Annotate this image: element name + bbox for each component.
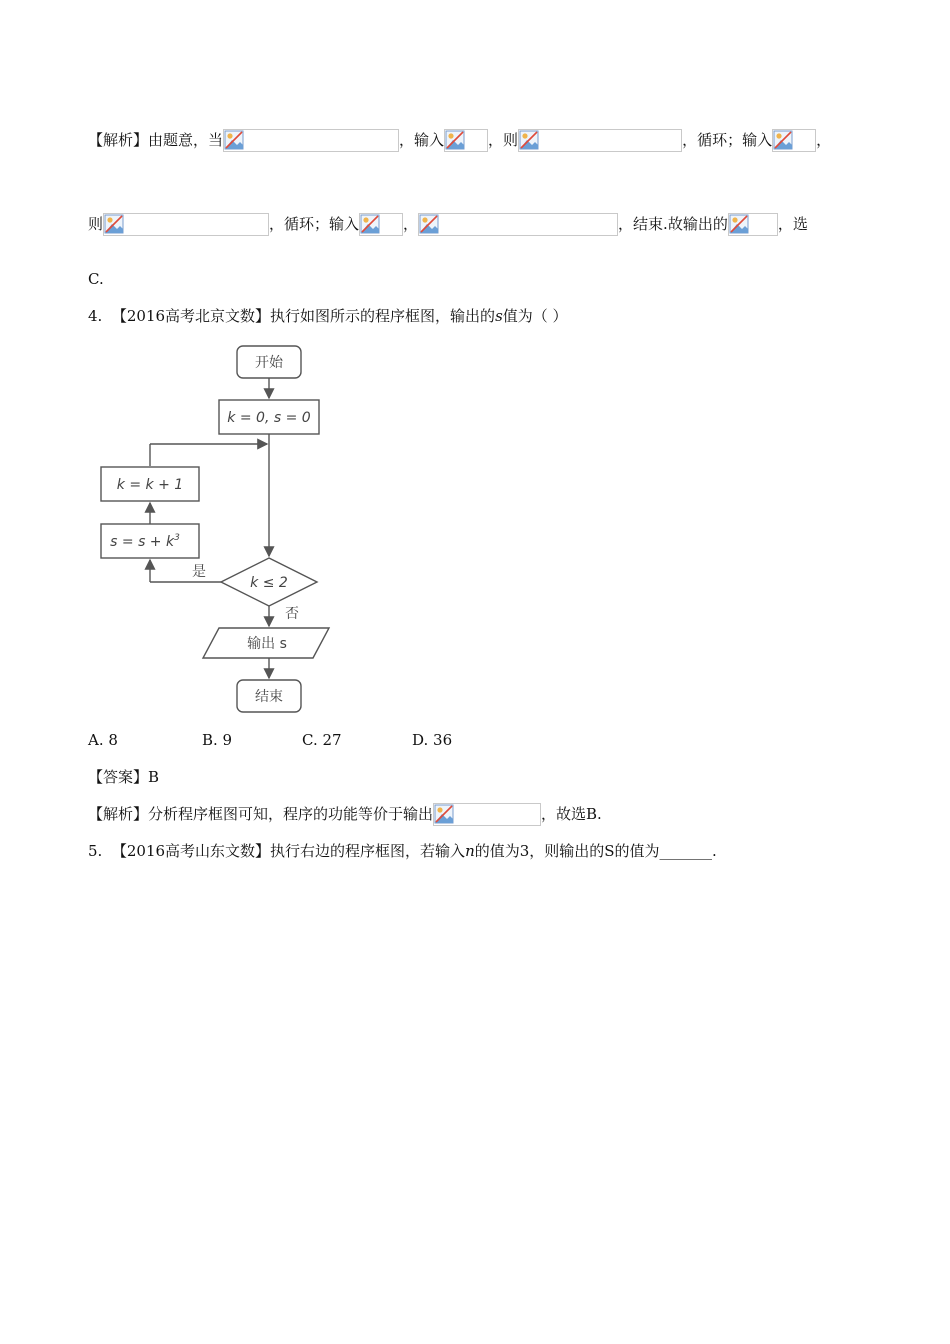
text-segment: ，循环；输入 [682,131,773,149]
text-segment: ，选 [777,215,808,233]
answer-label: 【答案】 [88,768,149,786]
text-segment: ，故选B. [541,805,602,823]
analysis-label: 【解析】 [88,131,149,149]
option-c: C. 27 [302,731,342,749]
formula-image [444,129,488,152]
text-segment: 的值为3，则输出的S的值为_______. [474,842,717,860]
text-segment: 则 [88,215,104,233]
init-label: k = 0, s = 0 [227,410,311,426]
formula-image [223,129,399,152]
text-segment: 执行右边的程序框图，若输入 [270,842,466,860]
broken-image-icon [519,130,539,150]
broken-image-icon [434,804,454,824]
end-label: 结束 [255,689,283,705]
text-segment: ，循环；输入 [269,215,360,233]
text-segment: ，输入 [399,131,445,149]
text-segment: ， [816,131,832,149]
formula-image [433,803,541,826]
analysis-label: 【解析】 [88,805,149,823]
formula-image [418,213,618,236]
output-label: 输出 s [247,636,287,652]
broken-image-icon [104,214,124,234]
broken-image-icon [360,214,380,234]
broken-image-icon [445,130,465,150]
broken-image-icon [773,130,793,150]
option-b: B. 9 [202,731,233,749]
analysis-line-2 [88,210,808,236]
question-source: 【2016高考北京文数】 [111,307,271,325]
no-label: 否 [285,606,299,622]
question-5-stem [88,837,717,863]
text-segment: ，结束.故输出的 [618,215,728,233]
question-number: 4. [88,307,103,325]
question-4-analysis [88,800,602,826]
question-source: 【2016高考山东文数】 [111,842,271,860]
formula-image [103,213,269,236]
broken-image-icon [729,214,749,234]
yes-label: 是 [192,564,206,580]
answer-value: B [148,768,160,786]
question-number: 5. [88,842,103,860]
increment-label: k = k + 1 [116,477,184,493]
answer-line [88,763,159,789]
condition-label: k ≤ 2 [250,575,288,591]
variable: s [495,307,503,325]
answer-options [88,727,588,753]
formula-image [728,213,778,236]
analysis-line-3: C. [88,270,104,288]
text-segment: 执行如图所示的程序框图，输出的 [270,307,496,325]
update-label: $s = s + k^3$ [110,533,180,550]
start-label: 开始 [255,355,283,371]
text-segment: 由题意，当 [148,131,224,149]
text-segment: 分析程序框图可知，程序的功能等价于输出 [148,805,434,823]
formula-image [518,129,682,152]
broken-image-icon [224,130,244,150]
analysis-line-1 [88,126,831,152]
formula-image [772,129,816,152]
option-d: D. 36 [412,731,453,749]
text-segment: ， [403,215,419,233]
text-segment: ，则 [488,131,519,149]
variable: n [465,842,475,860]
option-a: A. 8 [88,731,118,749]
question-4-stem [88,302,568,328]
formula-image [359,213,403,236]
text-segment: 值为（ ） [502,307,568,325]
flowchart [95,338,345,718]
broken-image-icon [419,214,439,234]
